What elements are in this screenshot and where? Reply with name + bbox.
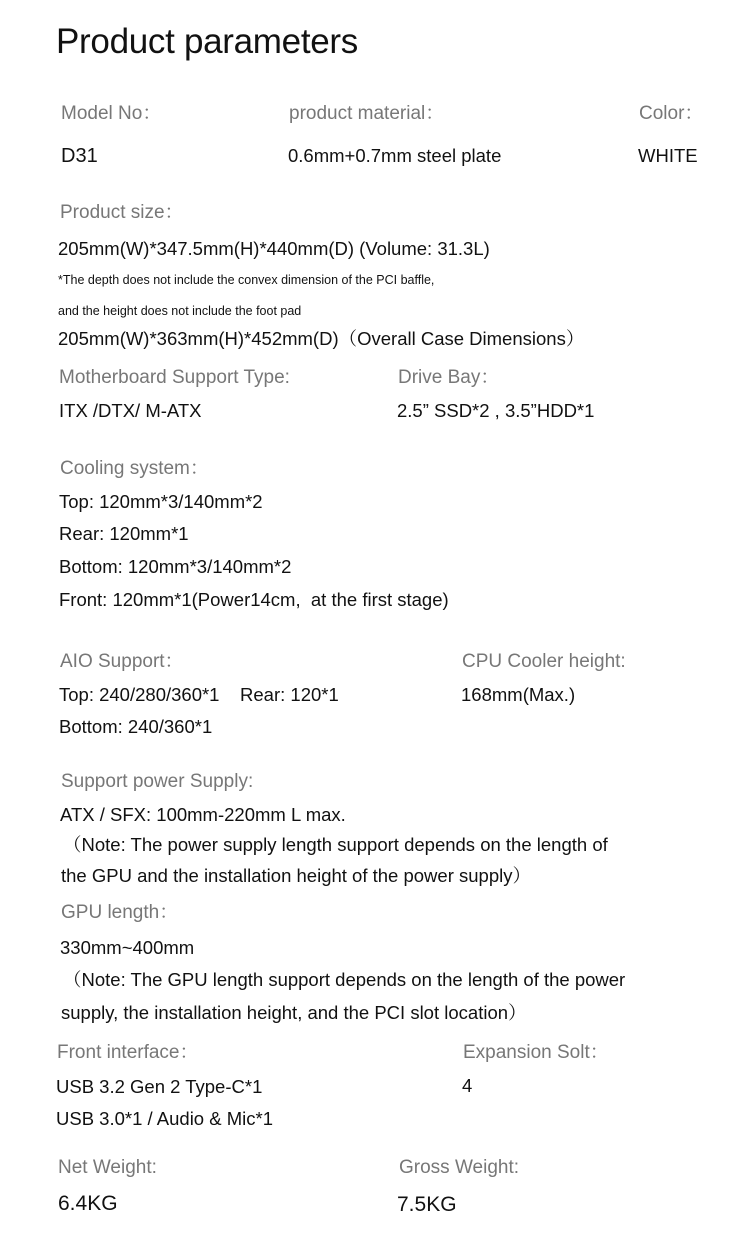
front-io-line-1: USB 3.2 Gen 2 Type-C*1 [56,1076,263,1097]
gpu-label: GPU length： [61,902,179,923]
page-title: Product parameters [56,22,358,61]
net-weight-value: 6.4KG [58,1192,118,1215]
gross-weight-label: Gross Weight: [399,1157,520,1178]
gpu-line-1: 330mm~400mm [60,937,195,958]
expansion-value: 4 [462,1075,473,1096]
material-label: product material： [289,103,445,124]
size-label: Product size： [60,202,184,223]
color-label: Color： [639,103,704,124]
cooling-front: Front: 120mm*1(Power14cm, at the first stage) [59,589,449,610]
psu-line-1: ATX / SFX: 100mm-220mm L max. [60,804,346,825]
drive-bay-label: Drive Bay： [398,367,500,388]
drive-bay-value: 2.5” SSD*2 , 3.5”HDD*1 [397,400,595,421]
gpu-note-1: （Note: The GPU length support depends on the length of the power [63,969,626,990]
motherboard-label: Motherboard Support Type: [59,367,290,388]
gross-weight-value: 7.5KG [397,1193,457,1216]
size-note-1: *The depth does not include the convex dimension of the PCI baffle, [58,273,435,287]
model-value: D31 [61,145,98,167]
gpu-note-2: supply, the installation height, and the PCI slot location） [61,1002,527,1023]
psu-note-2: the GPU and the installation height of the power supply） [61,865,531,886]
expansion-label: Expansion Solt： [463,1042,609,1063]
cpu-cooler-value: 168mm(Max.) [461,684,576,705]
size-line-1: 205mm(W)*347.5mm(H)*440mm(D) (Volume: 31.3L) [58,238,490,259]
cooling-label: Cooling system： [60,458,209,479]
size-note-2: and the height does not include the foot pad [58,304,302,318]
psu-label: Support power Supply: [61,771,254,792]
motherboard-value: ITX /DTX/ M-ATX [59,400,202,421]
cooling-bottom: Bottom: 120mm*3/140mm*2 [59,556,292,577]
front-io-line-2: USB 3.0*1 / Audio & Mic*1 [56,1108,273,1129]
cooling-rear: Rear: 120mm*1 [59,523,189,544]
net-weight-label: Net Weight: [58,1157,157,1178]
cooling-top: Top: 120mm*3/140mm*2 [59,491,263,512]
aio-label: AIO Support： [60,651,184,672]
aio-line-2: Bottom: 240/360*1 [59,716,213,737]
cpu-cooler-label: CPU Cooler height: [462,651,626,672]
model-label: Model No： [61,103,162,124]
color-value: WHITE [638,145,698,166]
aio-line-1: Top: 240/280/360*1 Rear: 120*1 [59,684,339,705]
material-value: 0.6mm+0.7mm steel plate [288,145,502,166]
psu-note-1: （Note: The power supply length support depends on the length of [63,834,608,855]
size-line-2: 205mm(W)*363mm(H)*452mm(D)（Overall Case Dimensions） [58,328,585,349]
front-io-label: Front interface： [57,1042,199,1063]
